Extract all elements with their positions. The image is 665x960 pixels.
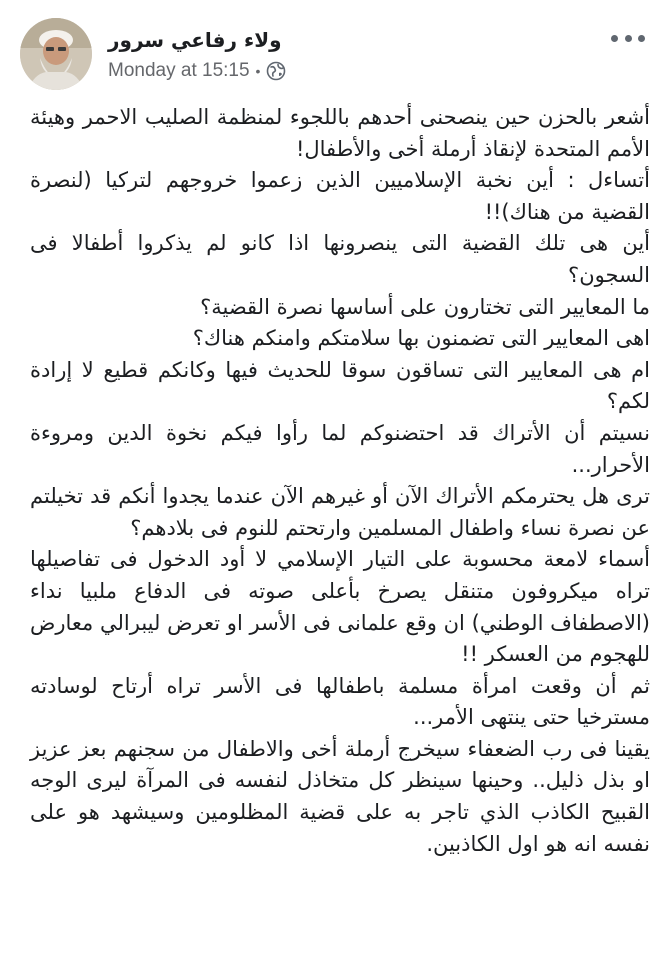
post-paragraph: ترى هل يحترمكم الأتراك الآن أو غيرهم الآن عندما يجدوا أنكم قد تخيلتم عن نصرة نساء واطفال المسلمين وارتحتم للنوم فى بلادهم؟ [30,484,650,540]
dot-icon [611,35,618,42]
post-paragraph: نسيتم أن الأتراك قد احتضنوكم لما رأوا فيكم نخوة الدين ومروءة الأحرار... [30,420,650,477]
post-meta [108,60,286,82]
dot-icon [625,35,632,42]
post-paragraph: أتساءل : أين نخبة الإسلاميين الذين زعموا خروجهم لتركيا (لنصرة القضية من هناك)!! [30,168,650,224]
dot-icon [638,35,645,42]
avatar-photo [20,18,92,90]
post-paragraph: ما المعايير التى تختارون على أساسها نصرة القضية؟ [200,294,650,319]
post-timestamp[interactable]: Monday at 15:15 [108,60,250,81]
post-paragraph: أين هى تلك القضية التى ينصرونها اذا كانو لم يذكروا أطفالا فى السجون؟ [30,231,650,287]
post-header [20,18,645,98]
post-body [30,102,650,860]
post-paragraph: اهى المعايير التى تضمنون بها سلامتكم وامنكم هناك؟ [192,326,650,351]
post-paragraph: أشعر بالحزن حين ينصحنى أحدهم باللجوء لمنظمة الصليب الاحمر وهيئة الأمم المتحدة لإنقاذ أرملة أخى والأطفال! [30,105,650,161]
author-name[interactable]: ولاء رفاعي سرور [108,28,282,52]
globe-icon[interactable] [266,61,286,81]
avatar[interactable] [20,18,92,90]
post-paragraph: ثم أن وقعت امرأة مسلمة باطفالها فى الأسر تراه أرتاح لوسادته مسترخيا حتى ينتهى الأمر... [30,673,650,730]
more-options-icon[interactable] [611,32,645,44]
meta-separator: • [255,63,261,79]
post-paragraph: ام هى المعايير التى تساقون سوقا للحديث فيها وكانكم قطيع لا إرادة لكم؟ [30,357,650,414]
post-paragraph: أسماء لامعة محسوبة على التيار الإسلامي لا أود الدخول فى تفاصيلها تراه ميكروفون متنقل يصرخ بأعلى صوته فى الدفاع ملبيا نداء (الاصطفاف الوطني) ان وقع علمانى فى الأسر او تعرض ليبرالي معارض للهجوم من العسكر !! [30,547,650,667]
post-paragraph: يقينا فى رب الضعفاء سيخرج أرملة أخى والاطفال من سجنهم بعز عزيز او بذل ذليل.. وحينها سينظر كل متخاذل لنفسه فى المرآة ليرى الوجه القبيح الكاذب الذي تاجر به على قضية المظلومين وسيشهد هو على نفسه انه هو اول الكاذبين. [30,736,650,856]
